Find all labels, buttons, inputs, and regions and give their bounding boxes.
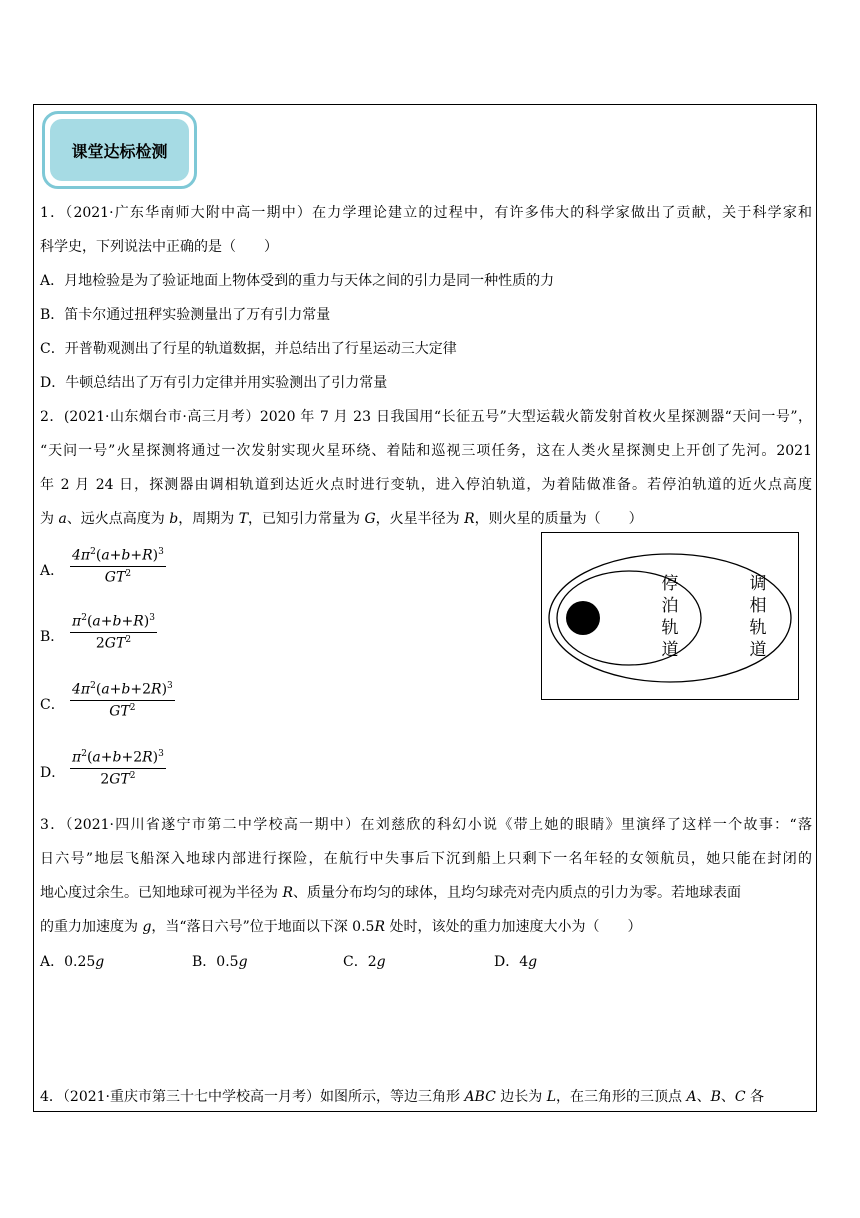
q2-stem-line-4: 为 a、远火点高度为 b，周期为 T，已知引力常量为 G，火星半径为 R，则火星的质量为（ ） [40, 511, 643, 527]
q2-option-a-label: A． [40, 563, 65, 579]
q2-option-c-label: C． [40, 697, 65, 713]
mars-body [566, 601, 600, 635]
q1-option-c: C．开普勒观测出了行星的轨道数据，并总结出了行星运动三大定律 [40, 341, 457, 357]
q3-stem-line-3: 地心度过余生。已知地球可视为半径为 R、质量分布均匀的球体，且均匀球壳对壳内质点的引力为零。若地球表面 [40, 885, 741, 901]
section-badge [42, 111, 197, 189]
q3-option-c: C．2g [343, 954, 386, 970]
parking-orbit-label-3: 轨 [661, 618, 679, 638]
q3-option-b: B．0.5g [192, 954, 248, 970]
q2-stem-line-1: 2．(2021·山东烟台市·高三月考）2020 年 7 月 23 日我国用“长征五号”大型运载火箭发射首枚火星探测器“天问一号”， [40, 409, 812, 425]
section-badge-title: 课堂达标检测 [50, 119, 189, 181]
q3-stem-line-2: 日六号”地层飞船深入地球内部进行探险，在航行中失事后下沉到船上只剩下一名年轻的女领航员，她只能在封闭的 [40, 851, 812, 867]
transfer-orbit-label-1: 调 [749, 574, 767, 594]
q2-option-b-label: B． [40, 629, 65, 645]
q1-stem-line-1: 1．（2021·广东华南师大附中高一期中）在力学理论建立的过程中，有许多伟大的科学家做出了贡献，关于科学家和 [40, 205, 812, 221]
transfer-orbit-label-4: 道 [749, 640, 767, 660]
q2-option-d-label: D． [40, 765, 66, 781]
q1-option-b: B．笛卡尔通过扭秤实验测量出了万有引力常量 [40, 307, 331, 323]
q2-stem-line-2: “天问一号”火星探测将通过一次发射实现火星环绕、着陆和巡视三项任务，这在人类火星探测史上开创了先河。2021 [40, 443, 812, 459]
q2-option-c-formula: $\frac{4\pi^2(a+b+2R)^3}{GT^2}$ [72, 681, 173, 720]
q1-stem-line-2: 科学史，下列说法中正确的是（ ） [40, 239, 278, 255]
parking-orbit-label-2: 泊 [661, 596, 679, 616]
orbit-diagram [541, 532, 799, 700]
q4-stem-line-1: 4．（2021·重庆市第三十七中学校高一月考）如图所示，等边三角形 ABC 边长为 L，在三角形的三顶点 A、B、C 各 [40, 1089, 765, 1105]
q2-option-d-formula: $\frac{\pi^2(a+b+2R)^3}{2GT^2}$ [72, 749, 164, 788]
parking-orbit-label-4: 道 [661, 640, 679, 660]
transfer-orbit-label-3: 轨 [749, 618, 767, 638]
q2-option-a-formula: $\frac{4\pi^2(a+b+R)^3}{GT^2}$ [72, 547, 164, 586]
q3-stem-line-1: 3．（2021·四川省遂宁市第二中学校高一期中）在刘慈欣的科幻小说《带上她的眼睛》里演绎了这样一个故事：“落 [40, 817, 812, 833]
q3-stem-line-4: 的重力加速度为 g，当“落日六号”位于地面以下深 0.5R 处时，该处的重力加速度大小为（ ） [40, 919, 642, 935]
parking-orbit-label-1: 停 [661, 574, 679, 594]
q3-option-a: A．0.25g [40, 954, 105, 970]
q2-option-b-formula: $\frac{\pi^2(a+b+R)^3}{2GT^2}$ [72, 613, 155, 652]
q1-option-a: A．月地检验是为了验证地面上物体受到的重力与天体之间的引力是同一种性质的力 [40, 273, 555, 289]
q3-option-d: D．4g [494, 954, 538, 970]
transfer-orbit-label-2: 相 [749, 596, 767, 616]
q2-stem-line-3: 年 2 月 24 日，探测器由调相轨道到达近火点时进行变轨，进入停泊轨道，为着陆做准备。若停泊轨道的近火点高度 [40, 477, 812, 493]
q1-option-d: D．牛顿总结出了万有引力定律并用实验测出了引力常量 [40, 375, 388, 391]
